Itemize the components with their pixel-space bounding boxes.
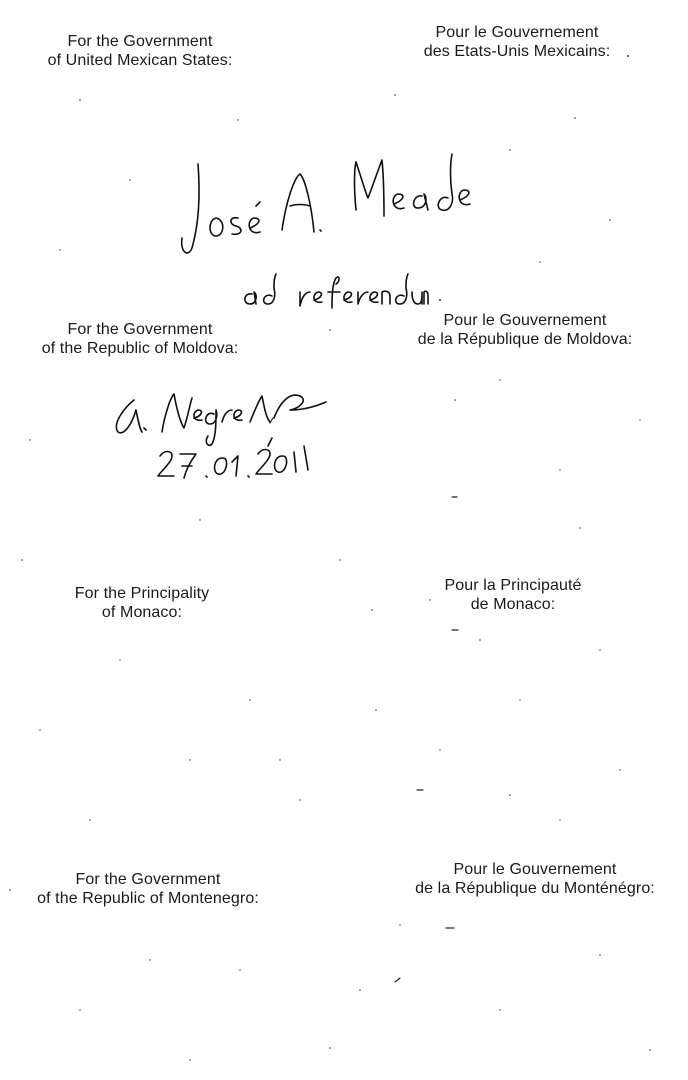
monaco-fr-label [418,576,608,614]
mexico-en-label [40,32,240,70]
label-line: of Monaco: [101,604,183,621]
montenegro-en-label [18,870,278,908]
label-line: For the Government [67,321,213,338]
label-line: For the Government [75,871,221,888]
label-line: For the Government [67,33,213,50]
label-line: of the Republic of Moldova: [41,340,239,357]
label-line: of United Mexican States: [47,52,233,69]
label-line: de la République du Monténégro: [415,880,655,897]
label-line: de la République de Moldova: [417,331,633,348]
label-line: Pour la Principauté [444,577,582,594]
monaco-en-label [42,584,242,622]
label-line: of the Republic of Montenegro: [37,890,259,907]
montenegro-fr-label [396,860,674,898]
label-line: de Monaco: [470,596,556,613]
label-line: Pour le Gouvernement [443,312,607,329]
mexico-signature [170,140,490,270]
label-line: Pour le Gouvernement [435,24,599,41]
label-line: Pour le Gouvernement [453,861,617,878]
moldova-fr-label [405,311,645,349]
moldova-en-label [30,320,250,358]
label-line: des Etats-Unis Mexicains: [423,43,611,60]
ad-referendum-note [240,270,430,314]
moldova-signature-date [154,436,324,486]
mexico-fr-label [412,23,622,61]
label-line: For the Principality [74,585,210,602]
